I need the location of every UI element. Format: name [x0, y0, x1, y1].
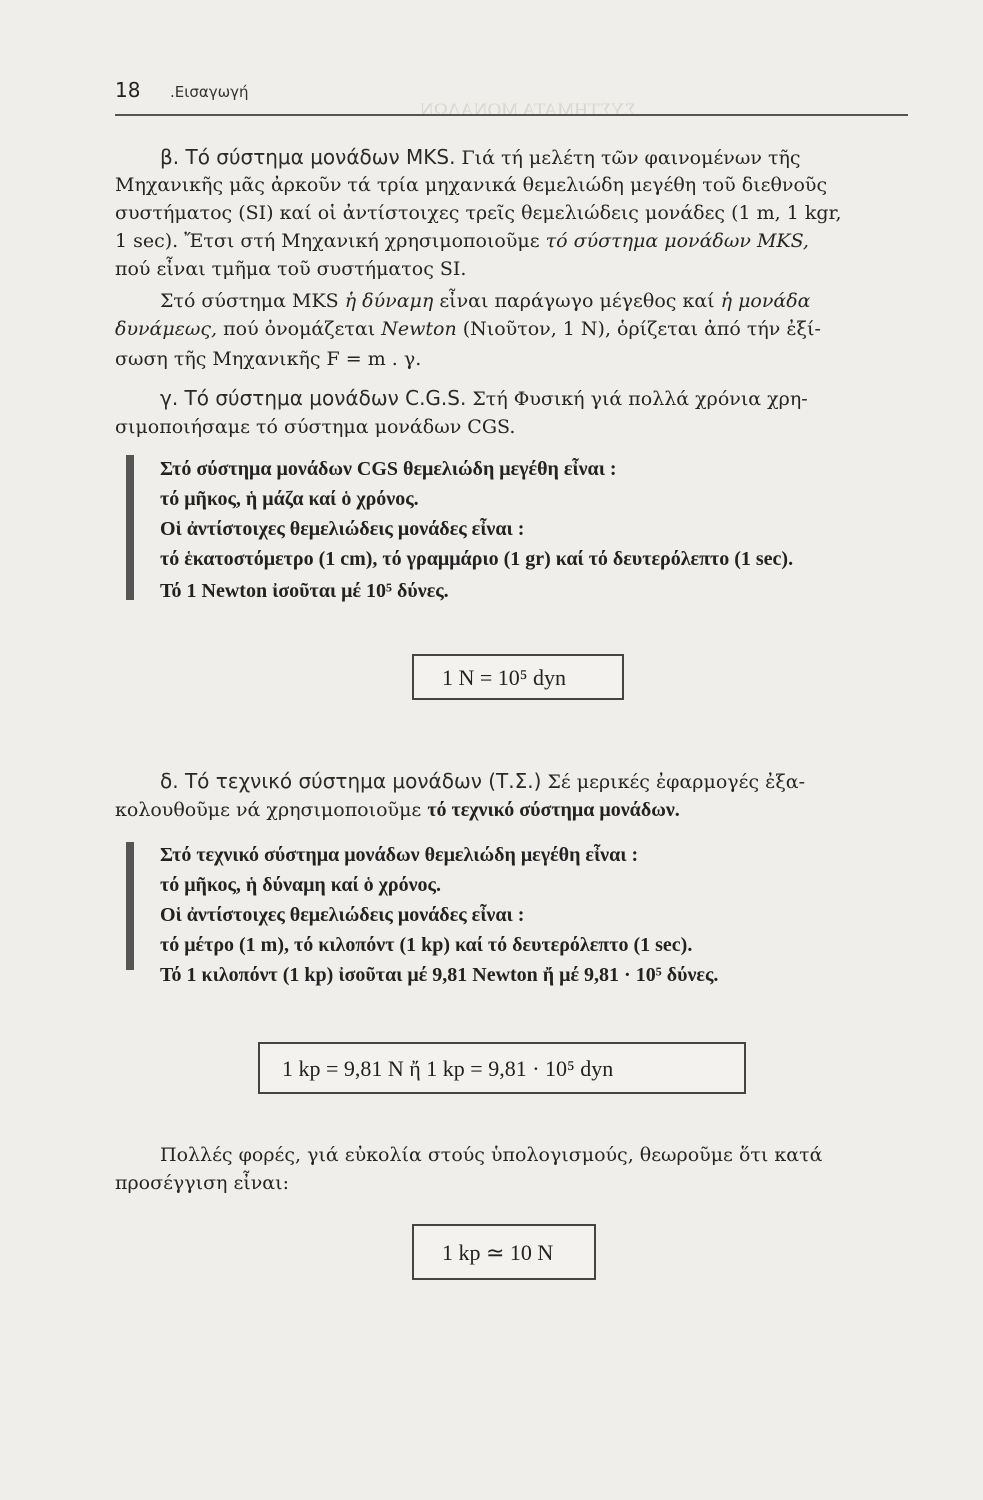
tech-box-line-4: τό μέτρο (1 m), τό κιλοπόντ (1 kp) καί τό δευτερόλεπτο (1 sec). — [160, 934, 693, 956]
tech-equation: 1 kp = 9,81 N ἤ 1 kp = 9,81 · 10⁵ dyn — [282, 1056, 614, 1081]
cgs-line-2: σιμοποιήσαμε τό σύστημα μονάδων CGS. — [115, 416, 516, 438]
cgs-box-line-2: τό μῆκος, ἡ μάζα καί ὁ χρόνος. — [160, 488, 419, 510]
approx-equation-box — [412, 1224, 596, 1280]
page-header — [115, 74, 908, 116]
tech-equation-box — [258, 1042, 746, 1094]
mks-line-1: β. Τό σύστημα μονάδων MKS. Γιά τή μελέτη τῶν φαινομένων τῆς — [160, 145, 801, 169]
cgs-line-1: γ. Τό σύστημα μονάδων C.G.S. Στή Φυσική γιά πολλά χρόνια χρη- — [160, 386, 808, 410]
tech-line-2: κολουθοῦμε νά χρησιμοποιοῦμε τό τεχνικό σύστημα μονάδων. — [115, 799, 680, 821]
bleed-through: ΣΥΣΤΗΜΑΤΑ ΜΟΝΑΔΩΝ — [420, 100, 636, 121]
approx-line-1: Πολλές φορές, γιά εὐκολία στούς ὑπολογισμούς, θεωροῦμε ὅτι κατά — [160, 1144, 823, 1166]
approx-equation: 1 kp ≃ 10 N — [442, 1240, 554, 1265]
mks-p2-line-1: Στό σύστημα MKS ἡ δύναμη εἶναι παράγωγο μέγεθος καί ἡ μονάδα — [160, 290, 811, 312]
tech-box-line-1: Στό τεχνικό σύστημα μονάδων θεμελιώδη μεγέθη εἶναι : — [160, 844, 639, 866]
cgs-equation: 1 N = 10⁵ dyn — [442, 665, 566, 690]
tech-heading: δ. Τό τεχνικό σύστημα μονάδων (Τ.Σ.) — [160, 769, 542, 793]
mks-line-4: 1 sec). Ἔτσι στή Μηχανική χρησιμοποιοῦμε τό σύστημα μονάδων MKS, — [115, 230, 809, 252]
cgs-box-line-1: Στό σύστημα μονάδων CGS θεμελιώδη μεγέθη εἶναι : — [160, 458, 617, 480]
tech-box-line-3: Οἱ ἀντίστοιχες θεμελιώδεις μονάδες εἶναι : — [160, 904, 525, 926]
tech-box-line-2: τό μῆκος, ἡ δύναμη καί ὁ χρόνος. — [160, 874, 441, 896]
cgs-box-line-4: τό ἑκατοστόμετρο (1 cm), τό γραμμάριο (1 gr) καί τό δευτερόλεπτο (1 sec). — [160, 548, 794, 570]
section-title: .Εισαγωγή — [170, 83, 249, 101]
mks-line-5: πού εἶναι τμῆμα τοῦ συστήματος SI. — [115, 258, 467, 280]
cgs-equation-box — [412, 654, 624, 700]
tech-highlight-bar — [126, 842, 134, 970]
mks-line-3: συστήματος (SI) καί οἱ ἀντίστοιχες τρεῖς θεμελιώδεις μονάδες (1 m, 1 kgr, — [115, 202, 842, 224]
cgs-box-line-5: Τό 1 Newton ἰσοῦται μέ 10⁵ δύνες. — [160, 580, 449, 602]
tech-box-line-5: Τό 1 κιλοπόντ (1 kp) ἰσοῦται μέ 9,81 Newton ἤ μέ 9,81 · 10⁵ δύνες. — [160, 964, 719, 986]
mks-p2-line-3: σωση τῆς Μηχανικῆς F = m . γ. — [115, 348, 422, 370]
page-number: 18 — [115, 78, 141, 102]
approx-line-2: προσέγγιση εἶναι: — [115, 1172, 289, 1194]
tech-line-1: δ. Τό τεχνικό σύστημα μονάδων (Τ.Σ.) Σέ μερικές ἐφαρμογές ἐξα- — [160, 769, 806, 793]
mks-heading: β. Τό σύστημα μονάδων MKS. — [160, 145, 456, 169]
mks-p2-line-2: δυνάμεως, πού ὀνομάζεται Newton (Νιοῦτον, 1 N), ὁρίζεται ἀπό τήν ἐξί- — [115, 318, 821, 340]
cgs-box-line-3: Οἱ ἀντίστοιχες θεμελιώδεις μονάδες εἶναι : — [160, 518, 525, 540]
mks-line-2: Μηχανικῆς μᾶς ἀρκοῦν τά τρία μηχανικά θεμελιώδη μεγέθη τοῦ διεθνοῦς — [115, 174, 828, 196]
cgs-heading: γ. Τό σύστημα μονάδων C.G.S. — [160, 386, 467, 410]
cgs-highlight-bar — [126, 455, 134, 600]
